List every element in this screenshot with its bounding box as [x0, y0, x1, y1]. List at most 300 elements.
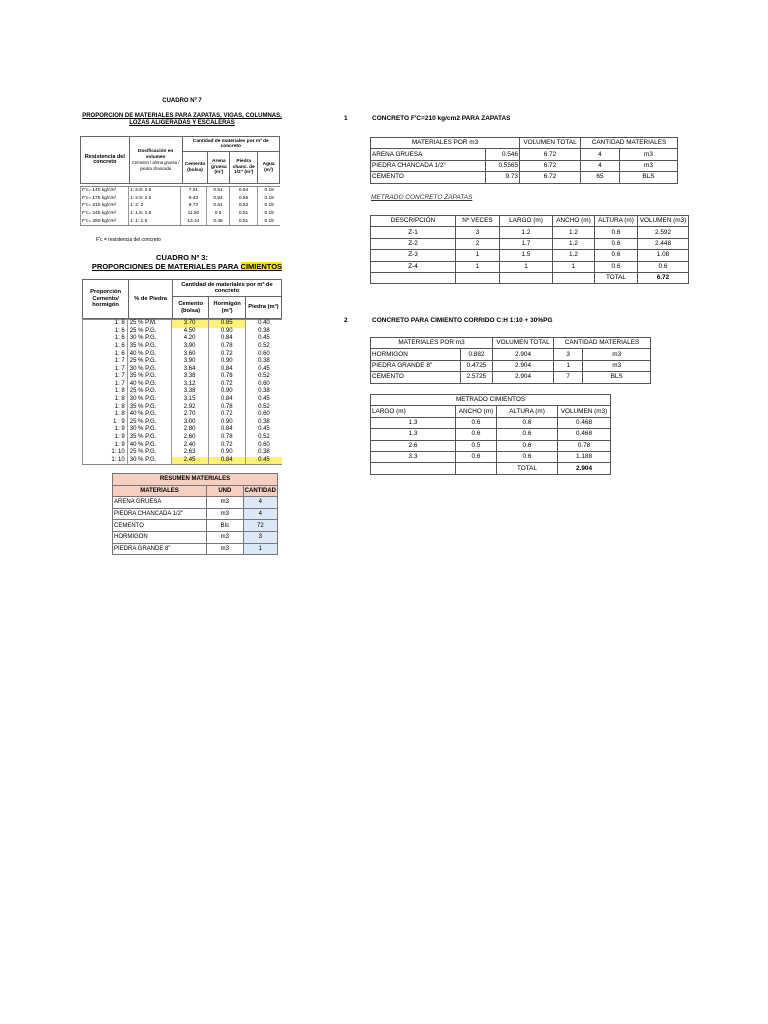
largo-cell: 1.3	[371, 417, 456, 428]
s1-metrado-row	[371, 261, 689, 272]
cuadro7-note: F'c = resistencia del concreto	[96, 237, 161, 243]
c7-h-dosificacion: Dosificación en volumen Cemento / arena gruesa / piedra chancada	[129, 137, 182, 184]
piedra-cell: 0.38	[245, 388, 282, 396]
altura-cell: 0.6	[595, 227, 638, 238]
per-m3-cell: 0.546	[486, 149, 520, 160]
piedra-pct-cell: 40 % P.G.	[127, 411, 171, 419]
cemento-cell: 3.60	[171, 350, 208, 358]
c3-h-cemento: Cemento (bolsa)	[172, 297, 208, 319]
agua-cell: 0.18	[258, 195, 280, 203]
s1-h-volumen: VOLUMEN TOTAL	[520, 138, 581, 149]
piedra-pct-cell: 25 % P.M.	[127, 320, 171, 328]
piedra-cell: 0.52	[245, 373, 282, 381]
cuadro3-row	[83, 449, 283, 457]
s2-total-row	[371, 463, 611, 474]
unidad-cell: BLS	[619, 172, 677, 183]
largo-cell: 1.5	[500, 250, 553, 261]
c7-h-piedra: Piedra chanc. de 1/2" (m³)	[230, 152, 258, 184]
s2-h-cantidad: CANTIDAD MATERIALES	[554, 338, 651, 349]
s2-h-materiales: MATERIALES POR m3	[371, 338, 493, 349]
und-cell: m3	[207, 543, 244, 555]
cuadro3-row	[83, 404, 283, 412]
hormigon-cell: 0.84	[208, 396, 245, 404]
hormigon-cell: 0.90	[208, 358, 245, 366]
hormigon-cell: 0.90	[208, 328, 245, 336]
altura-cell: 0.6	[595, 250, 638, 261]
piedra-cell: 0.51	[229, 217, 257, 225]
largo-cell: 1	[500, 261, 553, 272]
ancho-cell: 0.5	[456, 440, 497, 451]
per-m3-cell: 0.5565	[486, 160, 520, 171]
cuadro7-header	[80, 136, 280, 184]
piedra-cell: 0.45	[245, 457, 282, 465]
s1-m-h-ancho: ANCHO (m)	[553, 216, 595, 227]
piedra-cell: 0.53	[229, 202, 257, 210]
s2-metrado-row	[371, 417, 611, 428]
section2-materials-table	[370, 337, 651, 384]
s1-m-h-altura: ALTURA (m)	[595, 216, 638, 227]
s1-metrado-row	[371, 227, 689, 238]
material-cell: ARENA GRUESA	[113, 497, 207, 509]
per-m3-cell: 0.882	[460, 349, 492, 360]
cuadro3-row	[83, 396, 283, 404]
und-cell: m3	[207, 497, 244, 509]
cuadro7-row	[81, 217, 281, 225]
hormigon-cell: 0.72	[208, 442, 245, 450]
hormigon-cell: 0.72	[208, 381, 245, 389]
c7-h-resistencia: Resistencia del concreto	[81, 137, 130, 184]
cuadro7-image	[80, 98, 284, 243]
altura-cell: 0.6	[497, 429, 558, 440]
cuadro7-row	[81, 202, 281, 210]
s1-metrado-row	[371, 250, 689, 261]
piedra-cell: 0.60	[245, 442, 282, 450]
veces-cell: 3	[456, 227, 500, 238]
cuadro3-row	[83, 434, 283, 442]
c3-h-cantidad: Cantidad de materiales por m³ de concreto	[172, 280, 281, 297]
altura-cell: 0.6	[595, 261, 638, 272]
cuadro3-row	[83, 373, 283, 381]
cantidad-cell: 3	[554, 349, 583, 360]
desc-cell: Z-2	[371, 238, 456, 249]
piedra-pct-cell: 30 % P.G.	[127, 426, 171, 434]
resumen-table	[112, 473, 278, 555]
cemento-cell: 3.00	[171, 419, 208, 427]
ancho-cell: 0.6	[456, 417, 497, 428]
altura-cell: 0.6	[595, 238, 638, 249]
ancho-cell: 0.6	[456, 429, 497, 440]
s1-total-label: TOTAL	[595, 272, 638, 283]
cemento-cell: 3.38	[171, 388, 208, 396]
proporcion-cell: 1: 9	[83, 426, 128, 434]
hormigon-cell: 0.78	[208, 404, 245, 412]
volumen-cell: 0.468	[558, 429, 611, 440]
proporcion-cell: 1: 8	[83, 320, 128, 328]
c3-h-piedra-pct: % de Piedra	[129, 280, 173, 319]
piedra-cell: 0.38	[245, 449, 282, 457]
veces-cell: 2	[456, 238, 500, 249]
und-cell: Bls	[207, 520, 244, 532]
hormigon-cell: 0.84	[208, 426, 245, 434]
piedra-pct-cell: 40 % P.G.	[127, 350, 171, 358]
arena-cell: 0.51	[207, 187, 230, 195]
cemento-cell: 2.60	[171, 434, 208, 442]
proporcion-cell: 1: 8	[83, 388, 128, 396]
piedra-cell: 0.52	[245, 404, 282, 412]
agua-cell: 0.18	[258, 217, 280, 225]
volumen-cell: 0.468	[558, 417, 611, 428]
s1-metrado-row	[371, 238, 689, 249]
und-cell: m3	[207, 508, 244, 520]
piedra-pct-cell: 30 % P.G.	[127, 366, 171, 374]
cuadro7-rows	[80, 186, 280, 226]
material-cell: PIEDRA CHANCADA 1/2"	[113, 508, 207, 520]
s2-total-label: TOTAL	[497, 463, 558, 474]
piedra-cell: 0.60	[245, 381, 282, 389]
altura-cell: 0.6	[497, 451, 558, 462]
s2-h-volumen: VOLUMEN TOTAL	[493, 338, 554, 349]
hormigon-cell: 0.90	[208, 419, 245, 427]
ancho-cell: 1.2	[553, 227, 595, 238]
piedra-pct-cell: 35 % P.G.	[127, 343, 171, 351]
piedra-pct-cell: 40 % P.G.	[127, 381, 171, 389]
cantidad-cell: 4	[581, 149, 620, 160]
section1-title: CONCRETO F'C=210 kg/cm2 PARA ZAPATAS	[372, 115, 511, 122]
piedra-pct-cell: 25 % P.G.	[127, 419, 171, 427]
hormigon-cell: 0.84	[208, 366, 245, 374]
piedra-cell: 0.60	[245, 411, 282, 419]
cuadro3-row	[83, 442, 283, 450]
piedra-pct-cell: 30 % P.G.	[127, 457, 171, 465]
cemento-cell: 3.70	[171, 320, 208, 328]
proporcion-cell: 1: 10	[83, 449, 128, 457]
largo-cell: 2.6	[371, 440, 456, 451]
piedra-pct-cell: 25 % P.G.	[127, 358, 171, 366]
piedra-pct-cell: 40 % P.G.	[127, 442, 171, 450]
dosificacion-cell: 1: 1: 1.5	[128, 217, 180, 225]
resistencia-cell: F'c= 245 kg/cm²	[81, 210, 129, 218]
cantidad-cell: 65	[581, 172, 620, 183]
s2-material-row	[371, 349, 651, 360]
cantidad-cell: 72	[243, 520, 277, 532]
piedra-pct-cell: 30 % P.G.	[127, 396, 171, 404]
resumen-row	[113, 497, 278, 509]
volumen-cell: 2.904	[493, 360, 554, 371]
cuadro7-subtitle: PROPORCION DE MATERIALES PARA ZAPATAS, VIGAS, COLUMNAS, LOZAS ALIGERADAS Y ESCALERAS	[82, 113, 282, 126]
largo-cell: 1.7	[500, 238, 553, 249]
cuadro3-image	[82, 253, 282, 469]
material-cell: ARENA GRUESA	[371, 149, 486, 160]
c3-h-proporcion: Proporción Cemento/ hormigón	[83, 280, 129, 319]
s2-m-h-volumen: VOLUMEN (m3)	[558, 406, 611, 417]
per-m3-cell: 0.4725	[460, 360, 492, 371]
ancho-cell: 1.2	[553, 250, 595, 261]
piedra-pct-cell: 25 % P.G.	[127, 328, 171, 336]
desc-cell: Z-1	[371, 227, 456, 238]
proporcion-cell: 1: 8	[83, 411, 128, 419]
cuadro7-title: CUADRO Nº 7	[162, 98, 202, 104]
per-m3-cell: 2.5725	[460, 372, 492, 383]
volumen-cell: 6.72	[520, 160, 581, 171]
s2-m-h-largo: LARGO (m)	[371, 406, 456, 417]
s1-material-row	[371, 149, 678, 160]
c7-h-arena: Arena gruesa (m³)	[208, 152, 230, 184]
cemento-cell: 4.50	[171, 328, 208, 336]
hormigon-cell: 0.84	[208, 335, 245, 343]
und-cell: m3	[207, 531, 244, 543]
volumen-cell: 0.78	[558, 440, 611, 451]
cantidad-cell: 1	[554, 360, 583, 371]
resistencia-cell: F'c= 140 kg/cm²	[81, 187, 129, 195]
resumen-h-materiales: MATERIALES	[113, 485, 207, 497]
cantidad-cell: 4	[243, 497, 277, 509]
proporcion-cell: 1: 9	[83, 442, 128, 450]
s1-m-h-veces: Nº VECES	[456, 216, 500, 227]
cemento-cell: 13.34	[180, 217, 207, 225]
c7-h-cantidad: Cantidad de materiales por m³ de concreto	[182, 137, 279, 152]
s2-m-h-ancho: ANCHO (m)	[456, 406, 497, 417]
section1-number: 1	[344, 115, 348, 122]
hormigon-cell: 0.72	[208, 411, 245, 419]
hormigon-cell: 0.85	[208, 320, 245, 328]
material-cell: CEMENTO	[371, 372, 461, 383]
piedra-cell: 0.45	[245, 396, 282, 404]
volumen-cell: 2.448	[638, 238, 689, 249]
material-cell: CEMENTO	[113, 520, 207, 532]
proporcion-cell: 1: 8	[83, 396, 128, 404]
piedra-pct-cell: 25 % P.G.	[127, 388, 171, 396]
section1-metrado-title: METRADO CONCRETO ZAPATAS	[371, 194, 473, 201]
piedra-cell: 0.52	[245, 434, 282, 442]
s1-h-cantidad: CANTIDAD MATERIALES	[581, 138, 678, 149]
piedra-cell: 0.45	[245, 426, 282, 434]
cuadro7-row	[81, 195, 281, 203]
cemento-cell: 7.01	[180, 187, 207, 195]
cantidad-cell: 3	[243, 531, 277, 543]
s2-metrado-row	[371, 440, 611, 451]
resumen-row	[113, 520, 278, 532]
ancho-cell: 0.6	[456, 451, 497, 462]
cemento-cell: 8.43	[180, 195, 207, 203]
material-cell: PIEDRA CHANCADA 1/2"	[371, 160, 486, 171]
proporcion-cell: 1: 8	[83, 404, 128, 412]
cuadro3-row	[83, 350, 283, 358]
hormigon-cell: 0.78	[208, 434, 245, 442]
per-m3-cell: 9.73	[486, 172, 520, 183]
hormigon-cell: 0.90	[208, 449, 245, 457]
largo-cell: 1.2	[500, 227, 553, 238]
material-cell: HORMIGON	[113, 531, 207, 543]
cemento-cell: 3.15	[171, 396, 208, 404]
proporcion-cell: 1: 7	[83, 358, 128, 366]
cemento-cell: 2.92	[171, 404, 208, 412]
cuadro3-rows	[82, 319, 282, 465]
proporcion-cell: 1: 6	[83, 343, 128, 351]
arena-cell: 0.51	[207, 202, 230, 210]
hormigon-cell: 0.78	[208, 343, 245, 351]
volumen-cell: 1.188	[558, 451, 611, 462]
c7-h-agua: Agua (m³)	[258, 152, 280, 184]
section1-materials-table	[370, 137, 678, 184]
proporcion-cell: 1: 7	[83, 381, 128, 389]
cuadro3-row	[83, 328, 283, 336]
piedra-cell: 0.40	[245, 320, 282, 328]
s2-material-row	[371, 360, 651, 371]
resumen-h-und: UND	[207, 485, 244, 497]
proporcion-cell: 1: 7	[83, 366, 128, 374]
volumen-cell: 0.6	[638, 261, 689, 272]
s2-m-h-altura: ALTURA (m)	[497, 406, 558, 417]
volumen-cell: 2.904	[493, 349, 554, 360]
s1-m-h-largo: LARGO (m)	[500, 216, 553, 227]
desc-cell: Z-4	[371, 261, 456, 272]
cuadro3-title: CUADRO Nº 3:	[156, 253, 208, 262]
volumen-cell: 6.72	[520, 172, 581, 183]
material-cell: HORMIGON	[371, 349, 461, 360]
proporcion-cell: 1 : 9	[83, 419, 128, 427]
s1-material-row	[371, 160, 678, 171]
hormigon-cell: 0.90	[208, 388, 245, 396]
piedra-pct-cell: 30 % P.G.	[127, 335, 171, 343]
unidad-cell: m3	[619, 160, 677, 171]
cemento-cell: 9.73	[180, 202, 207, 210]
s2-metrado-title: METRADO CIMIENTOS	[371, 395, 611, 406]
cantidad-cell: 4	[581, 160, 620, 171]
proporcion-cell: 1: 6	[83, 350, 128, 358]
arena-cell: 0.5	[207, 210, 230, 218]
cantidad-cell: 4	[243, 508, 277, 520]
s1-m-h-volumen: VOLUMEN (m3)	[638, 216, 689, 227]
piedra-cell: 0.52	[245, 343, 282, 351]
ancho-cell: 1	[553, 261, 595, 272]
s1-m-h-desc: DESCRIPCIÓN	[371, 216, 456, 227]
altura-cell: 0.6	[497, 440, 558, 451]
piedra-pct-cell: 35 % P.G.	[127, 373, 171, 381]
c3-h-hormigon: Hormigón (m³)	[209, 297, 246, 319]
material-cell: CEMENTO	[371, 172, 486, 183]
c3-h-piedra: Piedra (m³)	[245, 297, 281, 319]
cuadro3-row	[83, 381, 283, 389]
cemento-cell: 2.63	[171, 449, 208, 457]
cuadro7-row	[81, 187, 281, 195]
largo-cell: 1.3	[371, 429, 456, 440]
c7-h-cemento: Cemento (bolsa)	[182, 152, 208, 184]
unidad-cell: m3	[619, 149, 677, 160]
proporcion-cell: 1: 6	[83, 328, 128, 336]
dosificacion-cell: 1: 2.8: 2.8	[128, 187, 180, 195]
cuadro3-row	[83, 419, 283, 427]
cemento-cell: 3.38	[171, 373, 208, 381]
cuadro3-row	[83, 320, 283, 328]
hormigon-cell: 0.84	[208, 457, 245, 465]
resumen-title: RESUMEN MATERIALES	[113, 474, 278, 486]
dosificacion-cell: 1: 2.5: 2.5	[128, 195, 180, 203]
s2-metrado-row	[371, 451, 611, 462]
piedra-cell: 0.45	[245, 366, 282, 374]
cuadro3-subtitle: PROPORCIONES DE MATERIALES PARA CIMIENTOS	[91, 262, 283, 271]
piedra-cell: 0.38	[245, 419, 282, 427]
resumen-row	[113, 508, 278, 520]
s1-total-value: 6.72	[638, 272, 689, 283]
cuadro3-row	[83, 366, 283, 374]
cemento-cell: 2.40	[171, 442, 208, 450]
proporcion-cell: 1: 7	[83, 373, 128, 381]
desc-cell: Z-3	[371, 250, 456, 261]
resistencia-cell: F'c= 280 kg/cm²	[81, 217, 129, 225]
s1-h-materiales: MATERIALES POR m3	[371, 138, 520, 149]
cuadro3-header	[82, 279, 282, 319]
ancho-cell: 1.2	[553, 238, 595, 249]
hormigon-cell: 0.72	[208, 350, 245, 358]
cuadro3-subtitle-highlight: CIMIENTOS	[240, 262, 283, 271]
resistencia-cell: F'c= 210 kg/cm²	[81, 202, 129, 210]
veces-cell: 1	[456, 250, 500, 261]
resistencia-cell: F'c= 175 kg/cm²	[81, 195, 129, 203]
piedra-pct-cell: 35 % P.G.	[127, 404, 171, 412]
cuadro7-row	[81, 210, 281, 218]
resumen-row	[113, 543, 278, 555]
s1-total-row	[371, 272, 689, 283]
cemento-cell: 3.12	[171, 381, 208, 389]
cuadro3-row	[83, 358, 283, 366]
unidad-cell: m3	[583, 349, 651, 360]
cuadro3-row	[83, 411, 283, 419]
s2-material-row	[371, 372, 651, 383]
piedra-cell: 0.64	[229, 187, 257, 195]
volumen-cell: 6.72	[520, 149, 581, 160]
piedra-pct-cell: 25 % P.G.	[127, 449, 171, 457]
largo-cell: 3.3	[371, 451, 456, 462]
unidad-cell: BLS	[583, 372, 651, 383]
piedra-cell: 0.38	[245, 358, 282, 366]
proporcion-cell: 1: 6	[83, 335, 128, 343]
s2-metrado-row	[371, 429, 611, 440]
cantidad-cell: 7	[554, 372, 583, 383]
cuadro3-row	[83, 457, 283, 465]
cemento-cell: 2.45	[171, 457, 208, 465]
s1-material-row	[371, 172, 678, 183]
cemento-cell: 11.50	[180, 210, 207, 218]
section2-title: CONCRETO PARA CIMIENTO CORRIDO C:H 1:10 + 30%PG	[372, 317, 553, 324]
dosificacion-cell: 1: 1.5: 1.5	[128, 210, 180, 218]
cemento-cell: 4.20	[171, 335, 208, 343]
s2-total-value: 2.904	[558, 463, 611, 474]
arena-cell: 0.54	[207, 195, 230, 203]
piedra-cell: 0.51	[229, 210, 257, 218]
cuadro3-row	[83, 343, 283, 351]
proporcion-cell: 1: 10	[83, 457, 128, 465]
agua-cell: 0.18	[258, 187, 280, 195]
cuadro3-row	[83, 388, 283, 396]
arena-cell: 0.45	[207, 217, 230, 225]
piedra-cell: 0.55	[229, 195, 257, 203]
section2-number: 2	[344, 317, 348, 324]
material-cell: PIEDRA GRANDE 8"	[371, 360, 461, 371]
cemento-cell: 2.80	[171, 426, 208, 434]
section2-metrado-table	[370, 394, 611, 475]
material-cell: PIEDRA GRANDE 8"	[113, 543, 207, 555]
cemento-cell: 3.90	[171, 358, 208, 366]
piedra-cell: 0.45	[245, 335, 282, 343]
cemento-cell: 2.70	[171, 411, 208, 419]
resumen-row	[113, 531, 278, 543]
volumen-cell: 1.08	[638, 250, 689, 261]
volumen-cell: 2.904	[493, 372, 554, 383]
agua-cell: 0.18	[258, 202, 280, 210]
piedra-pct-cell: 35 % P.G.	[127, 434, 171, 442]
proporcion-cell: 1: 9	[83, 434, 128, 442]
agua-cell: 0.18	[258, 210, 280, 218]
